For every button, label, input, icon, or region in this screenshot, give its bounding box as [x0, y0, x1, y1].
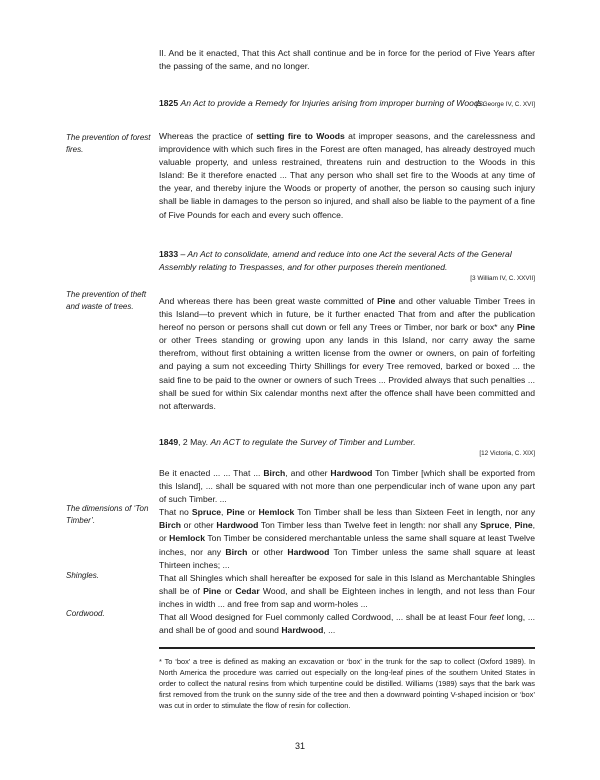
- text-run: or: [221, 585, 236, 596]
- act-1833-ref: [3 William IV, C. XXVII]: [470, 275, 535, 282]
- bold-run: Hardwood: [216, 520, 259, 531]
- bold-run: Pine: [516, 322, 535, 333]
- act-1825-paragraph: [159, 130, 535, 222]
- bold-run: Hardwood: [287, 546, 330, 557]
- text-run: Ton Timber shall be less than Sixteen Feet in length, nor any: [294, 507, 536, 518]
- bold-run: Spruce: [480, 520, 510, 531]
- act-1849-heading: [159, 436, 535, 458]
- text-run: And whereas there has been great waste committed of: [159, 296, 378, 306]
- act-1849-body: [159, 467, 535, 637]
- bold-run: Spruce: [191, 507, 222, 518]
- bold-run: Pine: [203, 585, 222, 596]
- act-1833-title-line: [159, 248, 535, 274]
- act-1849-ref: [12 Victoria, C. XIX]: [479, 450, 535, 457]
- act-1833-body: [159, 295, 535, 413]
- text-run: at improper seasons, and the carelessness and improvidence with which such fires in the Forest are often managed, has already destroyed much valuable property, and unless restrained, threatens ruin and destruction to the Woods in this Island: Be it therefore enacted ... That any person who shall set fire to the Woods at any time of the year, and thereby injure the Woods or property of another, the person so causing such injury shall be liable in damages to the person so injured, and shall also be liable to the payment of a fine of Five Pounds for each and every such offence.: [159, 131, 535, 220]
- text-run: or other: [247, 546, 288, 557]
- act-1849-year: 1849: [159, 437, 179, 447]
- bold-run: Pine: [226, 507, 245, 518]
- act-1833-title: – An Act to consolidate, amend and reduce into one Act the several Acts of the General Assembly relating to Trespasses, and for other purposes therein mentioned.: [159, 249, 512, 272]
- bold-run: Hardwood: [330, 468, 373, 478]
- text-run: Be it enacted ... ... That ...: [159, 468, 264, 478]
- text-run: or other Trees standing or growing upon any lands in this Island, nor carry away the same therefrom, without first obtaining a written license from the owner or owners, on pain of forfeiting and paying a sum not exceeding Thirty Shillings for every Tree removed, barked or boxed ... the said fine to be paid to the owner or owners of such Trees ... Provided always that such penalties ... shall be sued for within Six calendar months next after the offence shall have been committed and not afterwards.: [159, 335, 535, 411]
- act-1833-paragraph: [159, 295, 535, 413]
- text-run: or: [244, 507, 259, 518]
- margin-note-forest-fires: The prevention of forest fires.: [66, 133, 151, 154]
- act-1849-title: An ACT to regulate the Survey of Timber and Lumber.: [210, 437, 416, 447]
- bold-run: Pine: [377, 296, 396, 306]
- text-run: Ton Timber less than Twelve feet in length: nor shall any: [258, 520, 481, 531]
- section-ii: [159, 47, 535, 73]
- bold-run: Pine: [514, 520, 533, 531]
- bold-run: Birch: [225, 546, 248, 557]
- text-run: Wood, and shall be Eighteen inches in length, and not less than Four inches in width ... and free from sap and worm-holes ...: [159, 585, 535, 609]
- text-run: , ...: [323, 625, 336, 636]
- text-run: , and other: [285, 468, 331, 478]
- bold-run: Hardwood: [281, 625, 324, 636]
- act-1849-date: , 2 May.: [178, 437, 209, 447]
- text-run: Ton Timber unless the same shall square at least Thirteen inches; ...: [159, 546, 535, 570]
- bold-run: Birch: [159, 520, 181, 531]
- act-1825-body: [159, 130, 535, 222]
- bold-run: setting fire to Woods: [256, 131, 345, 141]
- act-1825-ref: [5 George IV, C. XVI]: [475, 101, 535, 108]
- act-1849-para-4: [159, 611, 535, 637]
- text-run: Ton Timber [which shall be exported from this Island], ... shall be squared with not more than one perpendicular inch of wane upon any part of such Timber. ...: [159, 468, 535, 505]
- act-1825-year: 1825: [159, 98, 179, 108]
- margin-note-ton-timber: The dimensions of ‘Ton Timber’.: [66, 504, 149, 525]
- act-1825-title: An Act to provide a Remedy for Injuries arising from improper burning of Woods.: [180, 98, 486, 108]
- margin-note-shingles: Shingles.: [66, 571, 99, 580]
- act-1833-year: 1833: [159, 249, 179, 259]
- act-1849-para-3: [159, 572, 535, 611]
- text-run: That all Wood designed for Fuel commonly called Cordwood, ... shall be at least Four: [159, 612, 490, 623]
- bold-run: Birch: [263, 468, 286, 478]
- margin-note-cordwood: Cordwood.: [66, 609, 105, 618]
- act-1849-para-2: [159, 506, 535, 571]
- text-run: ,: [509, 520, 515, 531]
- page-number: 31: [294, 741, 305, 751]
- text-run: ,: [221, 507, 227, 518]
- act-1849-para-1: [159, 467, 535, 506]
- footnote-divider: [159, 647, 535, 649]
- section-ii-text: II. And be it enacted, That this Act shall continue and be in force for the period of Five Years after the passing of the same, and no longer.: [159, 48, 535, 72]
- text-run: and other valuable Timber Trees in this Island—to prevent which in future, be it further enacted That from and after the publication hereof no person or persons shall cut down or fell any Trees or Timber, nor bark or box* any: [159, 296, 535, 333]
- footnote: * To ‘box’ a tree is defined as making an excavation or ‘box’ in the trunk for the sap to collect (Oxford 1989). In North America the procedure was carried out especially on the long-leaf pines of the southern United States in order to collect the natural resins from which turpentine could be distilled. Williams (1989) says that the bark was first removed from the trunk on the sunny side of the tree and then a downward pointing V-shaped incision or ‘box’ was cut in order to stimulate the flow of resin for collection.: [159, 657, 535, 711]
- bold-run: Hemlock: [169, 533, 205, 544]
- act-1825-heading: [159, 97, 535, 109]
- italic-run: feet: [489, 612, 504, 623]
- text-run: or other: [180, 520, 217, 531]
- text-run: Whereas the practice of: [159, 131, 257, 141]
- text-run: That all Shingles which shall hereafter be exposed for sale in this Island as Merchantable Shingles shall be of: [159, 572, 535, 596]
- text-run: long, ... and shall be of good and sound: [159, 612, 536, 636]
- text-run: Ton Timber be considered merchantable unless the same shall square at least Twelve inches, nor any: [159, 533, 536, 557]
- act-1833-heading: [159, 248, 535, 283]
- act-1849-title-line: [159, 436, 535, 449]
- text-run: , or: [159, 520, 535, 544]
- bold-run: Cedar: [235, 585, 260, 596]
- text-run: That no: [159, 507, 192, 518]
- bold-run: Hemlock: [258, 507, 295, 518]
- margin-note-theft-waste: The prevention of theft and waste of trees.: [66, 290, 147, 311]
